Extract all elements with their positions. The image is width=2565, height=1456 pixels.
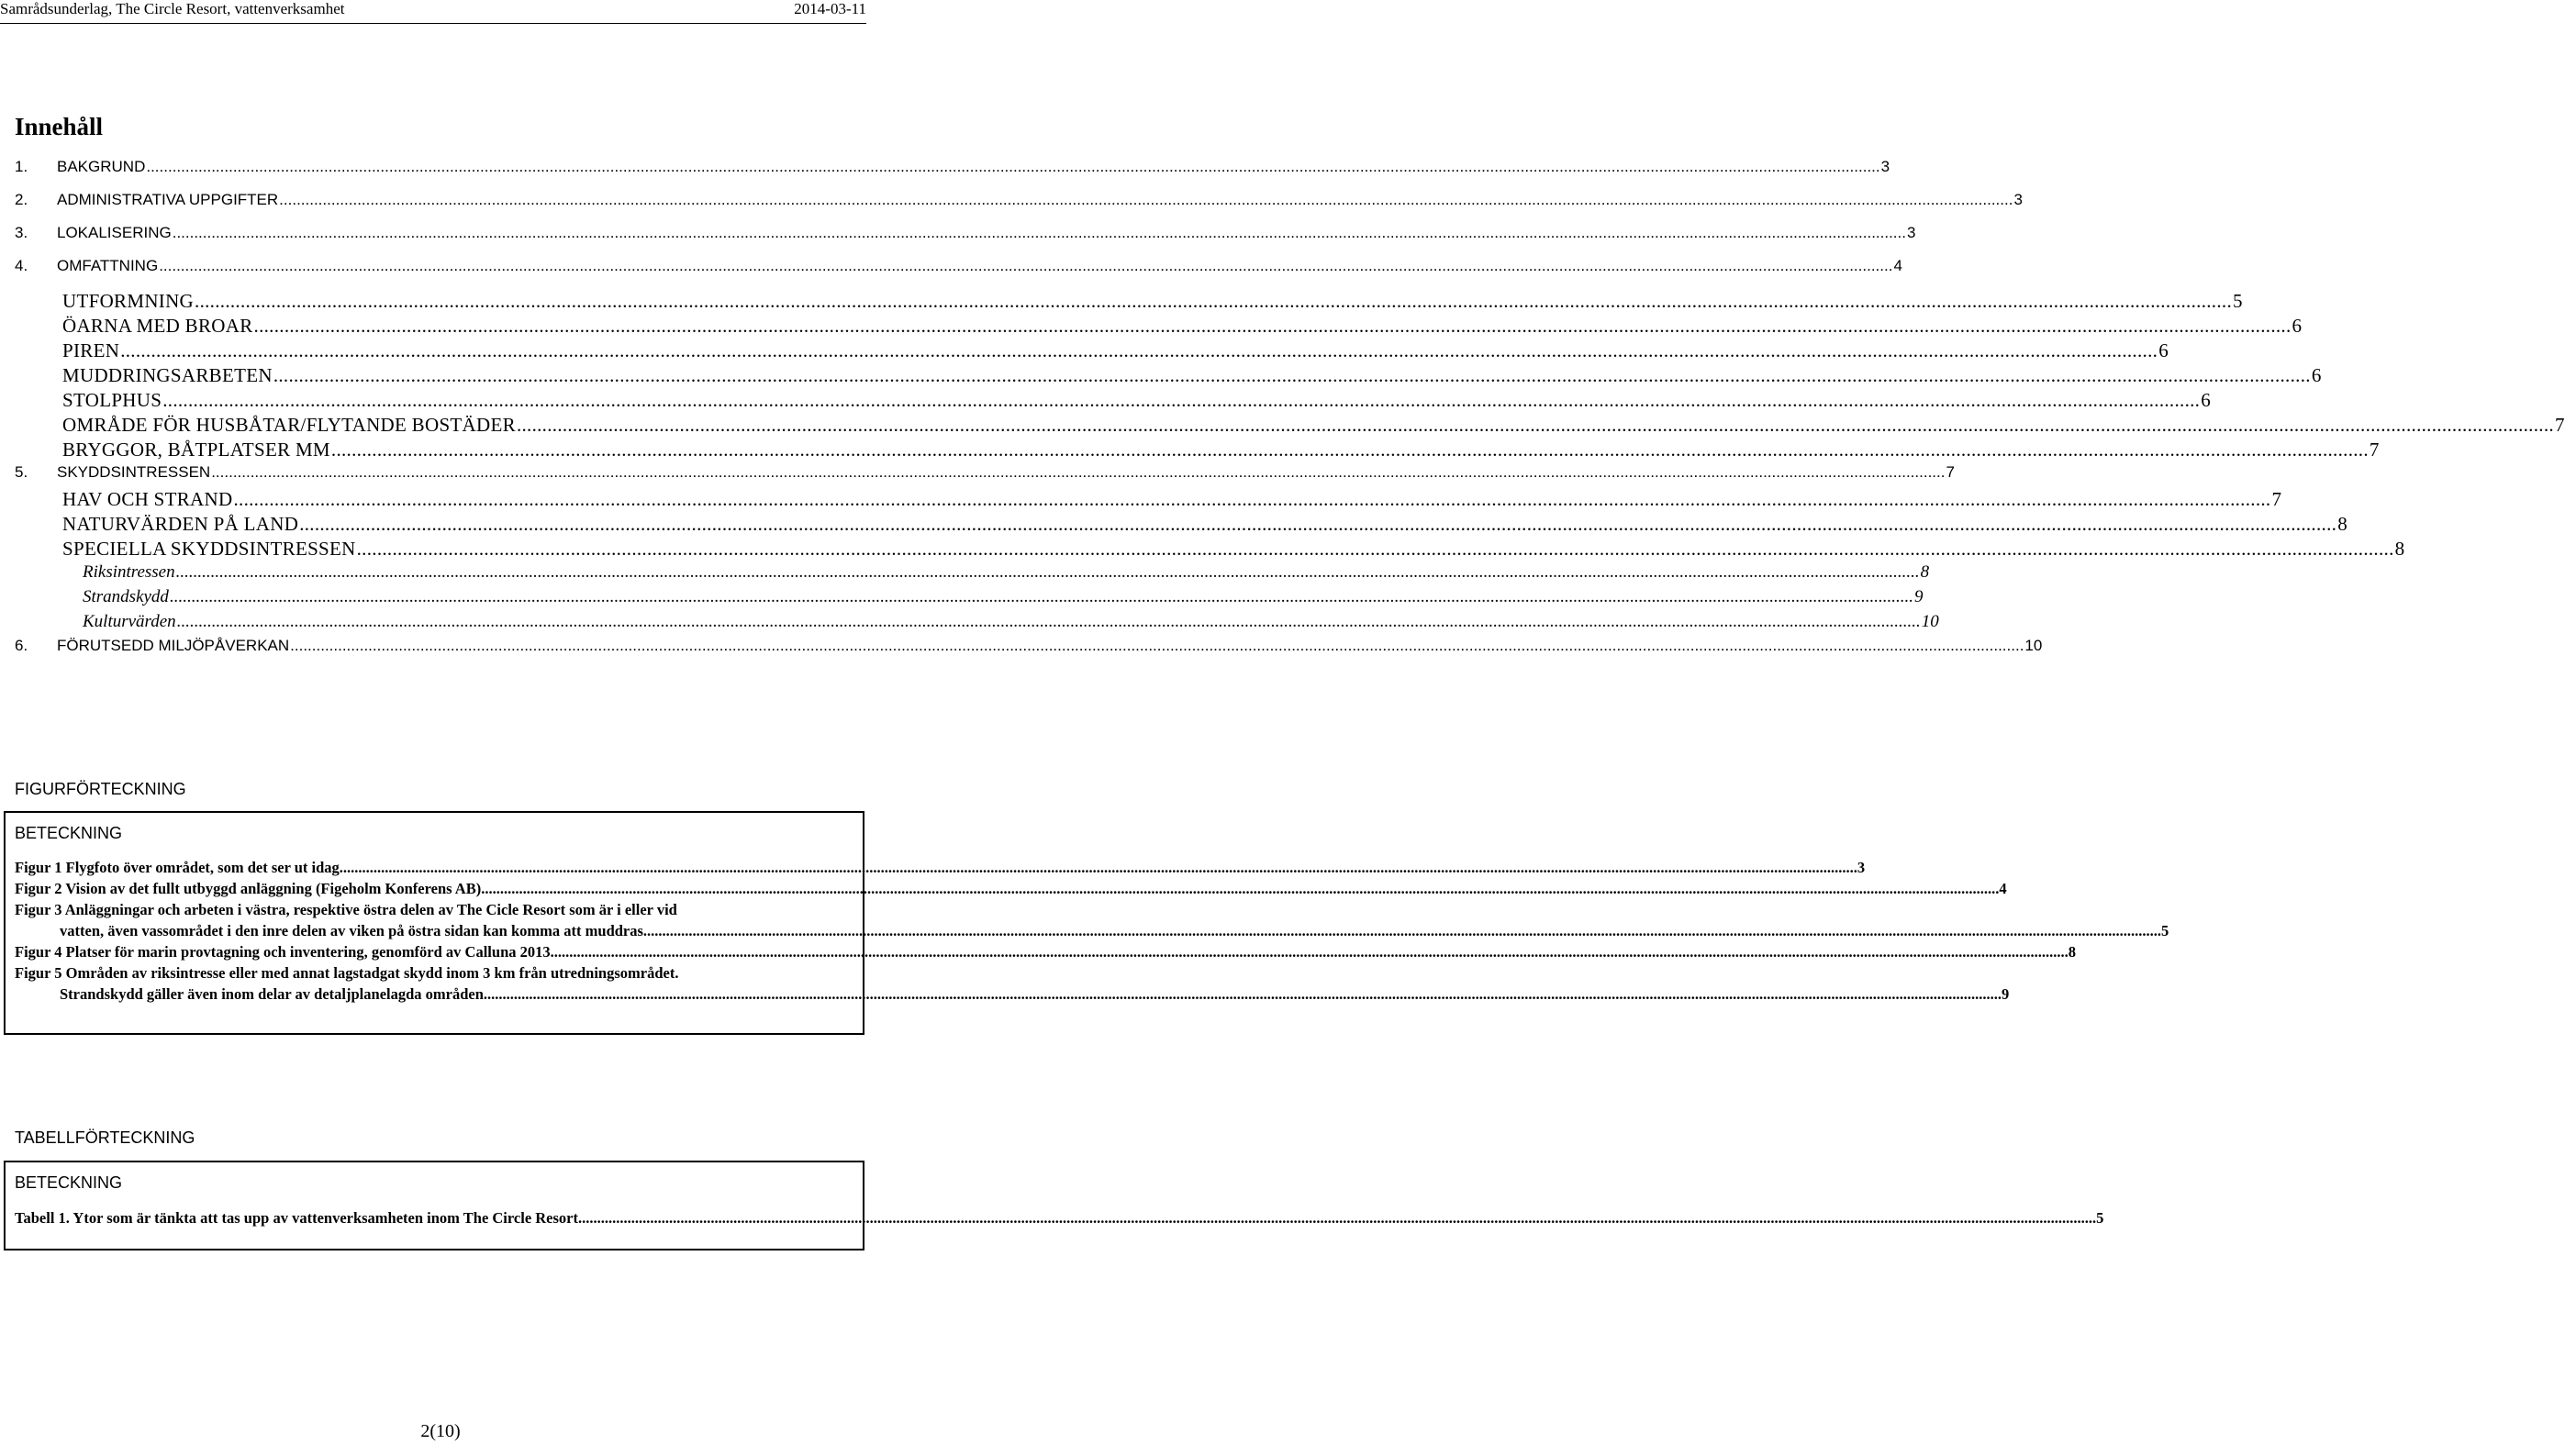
figure-list-label: FIGURFÖRTECKNING: [15, 780, 186, 798]
toc-subentry[interactable]: [15, 290, 2243, 315]
toc-entry-label: PIREN: [62, 339, 120, 361]
toc-entry-label: FÖRUTSEDD MILJÖPÅVERKAN: [57, 637, 290, 654]
dot-leader: ................................................................................................................................................................................................................................................................................................................................................................................................................: [330, 439, 2369, 461]
table-list-heading: BETECKNING: [15, 1173, 123, 1192]
figure-entry-label: Figur 1 Flygfoto över området, som det ser ut idag.: [15, 859, 343, 876]
figure-entry[interactable]: [15, 962, 2010, 1005]
toc-entry-label: HAV OCH STRAND: [62, 488, 233, 510]
figure-list: [15, 857, 2169, 1005]
toc-subentry[interactable]: [15, 339, 2169, 364]
toc-subentry[interactable]: [15, 439, 2380, 463]
dot-leader: ................................................................................................................................................................................................................................................................................................................................................................................................................: [195, 290, 2233, 312]
toc-entry-label: MUDDRINGSARBETEN: [62, 364, 273, 386]
figure-entry-page: 5: [2161, 922, 2169, 939]
toc-entry-number: 5.: [15, 463, 28, 481]
figure-entry-page: 9: [2002, 985, 2010, 1003]
dot-leader: ................................................................................................................................................................................................................................................................................................................................................................................................................: [253, 315, 2292, 337]
toc-entry-number: 1.: [15, 158, 28, 175]
dot-leader: ................................................................................................................................................................................................................................................................................................................................................................................................................: [553, 943, 2069, 961]
figure-entry[interactable]: [15, 941, 2076, 962]
toc-entry-label: Kulturvärden: [83, 612, 176, 631]
toc-entry-page: 3: [1880, 158, 1890, 175]
dot-leader: ................................................................................................................................................................................................................................................................................................................................................................................................................: [211, 463, 1946, 481]
page-number: 2(10): [420, 1421, 461, 1441]
toc-subentry[interactable]: [15, 538, 2405, 562]
toc-subentry[interactable]: [15, 315, 2303, 339]
dot-leader: ................................................................................................................................................................................................................................................................................................................................................................................................................: [485, 880, 2000, 897]
table-list: [15, 1207, 2104, 1228]
toc-entry-page: 3: [2013, 191, 2023, 208]
figure-entry-label-continued: vatten, även vassområdet i den inre delen av viken på östra sidan kan komma att muddras.: [60, 922, 648, 939]
toc-entry-label: BRYGGOR, BÅTPLATSER MM: [62, 439, 330, 461]
dot-leader: ................................................................................................................................................................................................................................................................................................................................................................................................................: [516, 414, 2554, 436]
toc-entry-page: 7: [2369, 439, 2380, 461]
dot-leader: ................................................................................................................................................................................................................................................................................................................................................................................................................: [273, 364, 2311, 386]
figure-list-heading: BETECKNING: [15, 824, 123, 842]
toc-entry-label: BAKGRUND: [57, 158, 146, 175]
toc-entry-page: 7: [2271, 488, 2282, 510]
figure-entry-label: Figur 2 Vision av det fullt utbyggd anläggning (Figeholm Konferens AB).: [15, 880, 485, 897]
toc-entry-page: 6: [2158, 339, 2169, 361]
toc-entry[interactable]: [15, 191, 2023, 224]
dot-leader: ................................................................................................................................................................................................................................................................................................................................................................................................................: [356, 538, 2394, 560]
toc-entry-label: ADMINISTRATIVA UPPGIFTER: [57, 191, 279, 208]
toc-subsubentry[interactable]: [15, 587, 1924, 612]
figure-entry[interactable]: [15, 878, 2007, 899]
document-date: 2014-03-11: [794, 0, 866, 17]
dot-leader: ................................................................................................................................................................................................................................................................................................................................................................................................................: [159, 257, 1893, 274]
toc-subsubentry[interactable]: [15, 562, 1930, 587]
table-list-box: [4, 1161, 2104, 1250]
toc-entry-page: 9: [1913, 587, 1924, 606]
dot-leader: ................................................................................................................................................................................................................................................................................................................................................................................................................: [487, 985, 2002, 1003]
toc-subentry[interactable]: [15, 513, 2348, 538]
toc-entry-page: 6: [2201, 389, 2212, 411]
toc-entry-page: 8: [2337, 513, 2348, 535]
toc-entry-label: STOLPHUS: [62, 389, 162, 411]
toc-entry-label: LOKALISERING: [57, 224, 172, 241]
table-entry[interactable]: [15, 1207, 2104, 1228]
toc-subentry[interactable]: [15, 389, 2212, 414]
toc-title: Innehåll: [15, 113, 104, 140]
toc-entry-label: OMFATTNING: [57, 257, 159, 274]
figure-entry-label: Figur 4 Platser för marin provtagning och inventering, genomförd av Calluna 2013.: [15, 943, 554, 961]
toc-entry[interactable]: [15, 257, 1902, 290]
toc-entry-label: SPECIELLA SKYDDSINTRESSEN: [62, 538, 356, 560]
figure-entry[interactable]: [15, 857, 1866, 878]
figure-entry-label: Figur 5 Områden av riksintresse eller med annat lagstadgat skydd inom 3 km från utredningsområdet.: [15, 964, 679, 982]
toc-entry-page: 10: [1921, 612, 1939, 631]
toc-entry[interactable]: [15, 637, 2043, 661]
dot-leader: ................................................................................................................................................................................................................................................................................................................................................................................................................: [162, 389, 2201, 411]
toc-entry[interactable]: [15, 224, 1916, 257]
dot-leader: ................................................................................................................................................................................................................................................................................................................................................................................................................: [146, 158, 1880, 175]
dot-leader: ................................................................................................................................................................................................................................................................................................................................................................................................................: [342, 859, 1857, 876]
toc-entry-number: 3.: [15, 224, 28, 241]
dot-leader: ................................................................................................................................................................................................................................................................................................................................................................................................................: [233, 488, 2271, 510]
dot-leader: ................................................................................................................................................................................................................................................................................................................................................................................................................: [299, 513, 2337, 535]
toc-subentry[interactable]: [15, 488, 2282, 513]
dot-leader: ................................................................................................................................................................................................................................................................................................................................................................................................................: [175, 562, 1920, 582]
figure-entry-page: 3: [1857, 859, 1866, 876]
toc-entry-number: 4.: [15, 257, 28, 274]
figure-list-box: [4, 811, 2169, 1035]
toc-entry-page: 7: [2554, 414, 2565, 436]
figure-entry-page: 4: [1999, 880, 2007, 897]
dot-leader: ................................................................................................................................................................................................................................................................................................................................................................................................................: [279, 191, 2013, 208]
toc-subentry[interactable]: [15, 414, 2565, 439]
toc-entry-label: Strandskydd: [83, 587, 169, 606]
table-entry-label: Tabell 1. Ytor som är tänkta att tas upp av vattenverksamheten inom The Circle Resort.: [15, 1209, 583, 1227]
dot-leader: ................................................................................................................................................................................................................................................................................................................................................................................................................: [582, 1209, 2097, 1227]
toc-entry-number: 2.: [15, 191, 28, 208]
toc-entry-label: UTFORMNING: [62, 290, 195, 312]
dot-leader: ................................................................................................................................................................................................................................................................................................................................................................................................................: [172, 224, 1906, 241]
table-entry-page: 5: [2096, 1209, 2104, 1227]
figure-entry[interactable]: [15, 899, 2169, 941]
toc-entry-page: 3: [1906, 224, 1916, 241]
dot-leader: ................................................................................................................................................................................................................................................................................................................................................................................................................: [290, 637, 2024, 654]
toc-subentry[interactable]: [15, 364, 2322, 389]
toc-entry-label: NATURVÄRDEN PÅ LAND: [62, 513, 299, 535]
toc-entry[interactable]: [15, 158, 1890, 191]
toc-entry-page: 5: [2233, 290, 2243, 312]
toc-subsubentry[interactable]: [15, 612, 1939, 637]
toc-entry-page: 6: [2292, 315, 2303, 337]
toc-entry-page: 4: [1893, 257, 1902, 274]
toc-entry[interactable]: [15, 463, 1955, 488]
dot-leader: ................................................................................................................................................................................................................................................................................................................................................................................................................: [176, 612, 1921, 631]
dot-leader: ................................................................................................................................................................................................................................................................................................................................................................................................................: [120, 339, 2158, 361]
toc-entry-label: ÖARNA MED BROAR: [62, 315, 253, 337]
table-of-contents: [15, 158, 2565, 661]
toc-entry-page: 8: [1920, 562, 1930, 582]
toc-entry-page: 6: [2311, 364, 2322, 386]
toc-entry-page: 10: [2024, 637, 2043, 654]
figure-entry-page: 8: [2068, 943, 2076, 961]
toc-entry-page: 8: [2394, 538, 2405, 560]
figure-entry-label: Figur 3 Anläggningar och arbeten i västra, respektive östra delen av The Cicle Resort som är i eller vid: [15, 901, 677, 918]
toc-entry-label: SKYDDSINTRESSEN: [57, 463, 211, 481]
dot-leader: ................................................................................................................................................................................................................................................................................................................................................................................................................: [647, 922, 2162, 939]
toc-entry-label: OMRÅDE FÖR HUSBÅTAR/FLYTANDE BOSTÄDER: [62, 414, 516, 436]
figure-entry-label-continued: Strandskydd gäller även inom delar av detaljplanelagda områden.: [60, 985, 488, 1003]
toc-entry-number: 6.: [15, 637, 28, 654]
toc-entry-page: 7: [1946, 463, 1955, 481]
table-list-label: TABELLFÖRTECKNING: [15, 1128, 195, 1147]
toc-entry-label: Riksintressen: [83, 562, 175, 582]
dot-leader: ................................................................................................................................................................................................................................................................................................................................................................................................................: [169, 587, 1913, 606]
page-header: [0, 0, 866, 24]
document-title: Samrådsunderlag, The Circle Resort, vattenverksamhet: [0, 0, 345, 17]
